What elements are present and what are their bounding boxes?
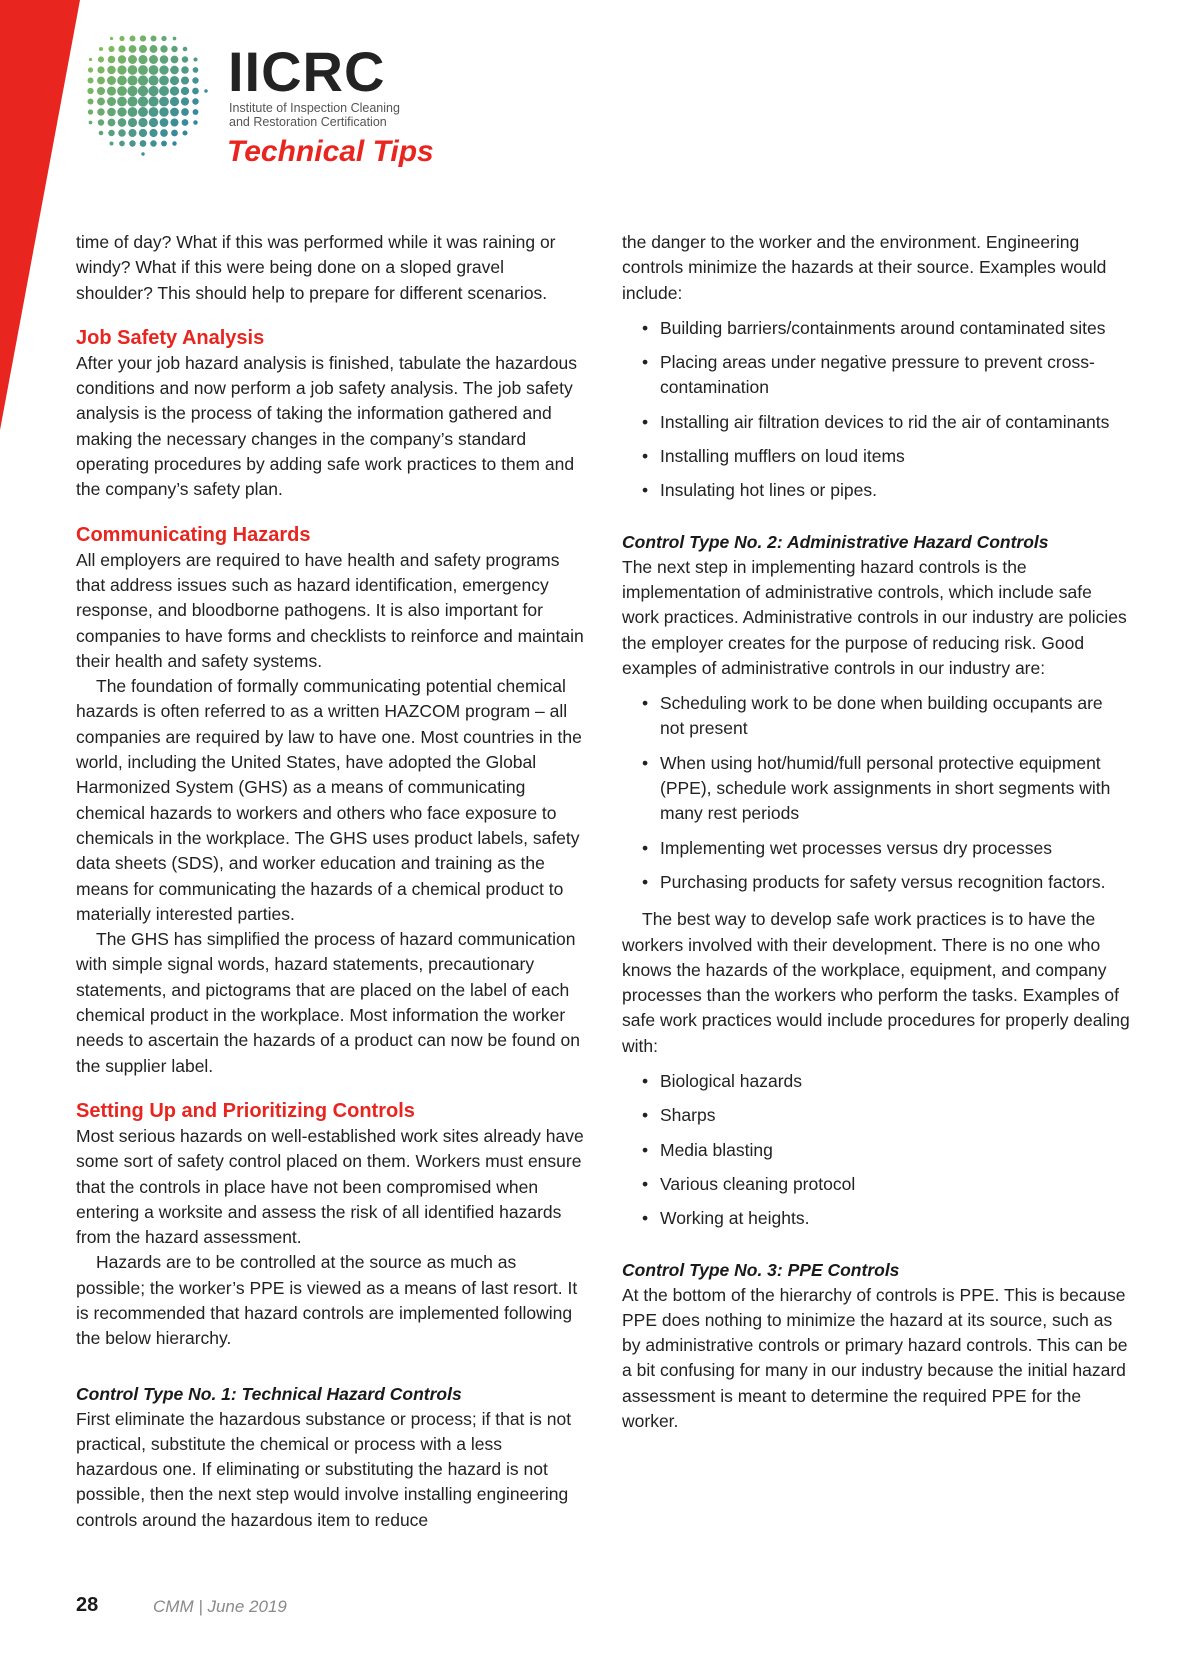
globe-dot — [161, 36, 166, 41]
globe-dot — [171, 46, 177, 52]
globe-dot — [183, 47, 188, 52]
list-item-text: Installing air filtration devices to rid the air of contaminants — [660, 411, 1110, 432]
magazine-issue: CMM | June 2019 — [153, 1597, 287, 1616]
globe-dot — [119, 36, 124, 41]
bullet-icon: • — [642, 1071, 649, 1092]
engineering-controls-list — [622, 316, 1130, 504]
right-column — [622, 230, 1130, 1434]
globe-dot — [181, 87, 189, 95]
globe-dot — [141, 152, 144, 155]
globe-dot — [128, 55, 137, 64]
globe-dot — [149, 65, 159, 75]
control-type-1-heading: Control Type No. 1: Technical Hazard Controls — [76, 1383, 462, 1404]
globe-dot — [150, 45, 158, 53]
globe-dot — [161, 141, 167, 147]
list-item — [622, 478, 1130, 503]
globe-dot — [170, 97, 179, 106]
globe-dot — [159, 76, 169, 86]
globe-dot — [138, 86, 148, 96]
bullet-icon: • — [642, 752, 649, 773]
globe-dot — [117, 65, 126, 74]
globe-dot — [89, 121, 93, 125]
list-item — [622, 751, 1130, 827]
globe-dot — [129, 140, 135, 146]
list-item-text: Installing mufflers on loud items — [660, 446, 905, 467]
control-type-3-paragraph: At the bottom of the hierarchy of controls is PPE. This is because PPE does nothing to minimize the hazard at its source, such as by administrative controls or primary hazard controls. This can be a bit confusing for many in our industry because the initial hazard assessment is meant to determine the required PPE for the worker. — [622, 1284, 1128, 1431]
globe-dot — [193, 109, 199, 115]
list-item — [622, 1172, 1130, 1197]
bullet-icon: • — [642, 446, 649, 467]
control-type-2-paragraph: The next step in implementing hazard controls is the implementation of administrative controls, which include safe work practices. Administrative controls in our industry are policies the employer creates for the purpose of reducing risk. Good examples of administrative controls in our industry are: — [622, 556, 1127, 678]
control-type-2-heading: Control Type No. 2: Administrative Hazard Controls — [622, 531, 1049, 552]
list-item-text: Sharps — [660, 1105, 716, 1126]
globe-dot — [127, 75, 137, 85]
list-item-text: Media blasting — [660, 1139, 773, 1160]
communicating-paragraph-3: The GHS has simplified the process of hazard communication with simple signal words, hazard statements, precautionary statements, and pictograms that are placed on the label of each chemical product in the workplace. Most information the worker needs to ascertain the hazards of a product can now be found on the supplier label. — [76, 929, 580, 1076]
globe-dot — [149, 129, 157, 137]
globe-dot — [87, 88, 93, 94]
globe-dot — [181, 66, 189, 74]
globe-dot — [128, 65, 138, 75]
globe-dot — [97, 66, 104, 73]
globe-dot — [170, 66, 179, 75]
bullet-icon: • — [642, 693, 649, 714]
globe-dot — [89, 58, 92, 61]
globe-dot — [138, 55, 147, 64]
globe-dot — [138, 65, 148, 75]
list-item-text: Biological hazards — [660, 1071, 803, 1092]
globe-dot — [192, 98, 198, 104]
bullet-icon: • — [642, 352, 649, 373]
administrative-controls-list — [622, 691, 1130, 895]
globe-dot — [192, 77, 198, 83]
globe-dot — [149, 118, 158, 127]
list-item — [622, 1069, 1130, 1094]
globe-dot — [159, 65, 168, 74]
globe-dot — [138, 118, 147, 127]
globe-dot — [118, 45, 125, 52]
setting-up-controls-heading: Setting Up and Prioritizing Controls — [76, 1099, 415, 1122]
globe-dot — [159, 97, 169, 107]
list-item — [622, 316, 1130, 341]
communicating-paragraph-2: The foundation of formally communicating potential chemical hazards is often referred to as a written HAZCOM program – all companies are required by law to have one. Most countries in the world, including the United States, have adopted the Global Harmonized System (GHS) as a means of communicating chemical hazards to workers and others who face exposure to chemicals in the workplace. The GHS uses product labels, safety data sheets (SDS), and worker education and training as the means for communicating the hazards of a chemical product to materially interested parties. — [76, 676, 582, 924]
globe-dot — [127, 86, 137, 96]
globe-dot — [129, 45, 137, 53]
list-item-text: Working at heights. — [660, 1208, 810, 1229]
globe-dot — [88, 67, 93, 72]
globe-dot — [107, 108, 116, 117]
globe-dot — [171, 130, 178, 137]
globe-dot — [117, 86, 127, 96]
jsa-paragraph: After your job hazard analysis is finished, tabulate the hazardous conditions and now perform a job safety analysis. The job safety analysis is the process of taking the information gathered and making the necessary changes in the company’s standard operating procedures by adding safe work practices to them and the company’s safety plan. — [76, 352, 577, 500]
globe-dot — [117, 107, 126, 116]
globe-dot — [128, 129, 136, 137]
iicrc-globe-icon — [78, 26, 210, 158]
engineering-controls-paragraph: the danger to the worker and the environment. Engineering controls minimize the hazards at their source. Examples would include: — [622, 232, 1107, 303]
communicating-paragraph-1: All employers are required to have health and safety programs that address issues such as hazard identification, emergency response, and bloodborne pathogens. It is also important for companies to have forms and checklists to reinforce and maintain their health and safety systems. — [76, 549, 584, 671]
globe-dot — [108, 46, 114, 52]
setting-up-paragraph-1: Most serious hazards on well-established work sites already have some sort of safety control placed on them. Workers must ensure that the controls in place have not been compromised when entering a worksite and assess the risk of all identified hazards from the hazard assessment. — [76, 1125, 584, 1248]
globe-dot — [117, 76, 127, 86]
globe-dot — [192, 88, 199, 95]
intro-paragraph: time of day? What if this was performed while it was raining or windy? What if this were being done on a sloped gravel shoulder? This should help to prepare for different scenarios. — [76, 232, 556, 303]
globe-dot — [159, 86, 169, 96]
bullet-icon: • — [642, 1208, 649, 1229]
list-item-text: Placing areas under negative pressure to prevent cross- contamination — [660, 352, 1095, 398]
globe-dot — [160, 129, 168, 137]
list-item — [622, 350, 1130, 401]
list-item — [622, 1138, 1130, 1163]
globe-dot — [139, 45, 147, 53]
globe-dot — [139, 129, 147, 137]
globe-dot — [118, 118, 127, 127]
globe-dot — [204, 89, 207, 92]
bullet-icon: • — [642, 480, 649, 501]
globe-dot — [98, 119, 104, 125]
globe-dot — [160, 118, 169, 127]
globe-dot — [150, 35, 156, 41]
list-item-text: Implementing wet processes versus dry processes — [660, 837, 1052, 858]
globe-dot — [117, 97, 127, 107]
page-number: 28 — [76, 1594, 99, 1616]
list-item — [622, 836, 1130, 861]
globe-dot — [119, 141, 125, 147]
globe-dot — [88, 78, 94, 84]
globe-dot — [149, 107, 159, 117]
globe-dot — [140, 35, 146, 41]
globe-dot — [171, 56, 179, 64]
safe-work-practices-list — [622, 1069, 1130, 1231]
globe-dot — [182, 56, 189, 63]
bullet-icon: • — [642, 837, 649, 858]
communicating-hazards-heading: Communicating Hazards — [76, 523, 311, 546]
globe-dot — [160, 45, 167, 52]
globe-dot — [181, 97, 189, 105]
list-item-text: Insulating hot lines or pipes. — [660, 480, 877, 501]
globe-dot — [182, 130, 187, 135]
globe-dot — [173, 37, 177, 41]
globe-dot — [138, 75, 148, 85]
list-item — [622, 691, 1130, 742]
globe-dot — [107, 66, 115, 74]
globe-dot — [170, 86, 179, 95]
globe-dot — [172, 141, 176, 145]
list-item-text: Scheduling work to be done when building occupants are not present — [660, 693, 1103, 739]
globe-dot — [87, 98, 93, 104]
globe-dot — [107, 86, 116, 95]
brand-subtitle-line2: and Restoration Certification — [229, 115, 387, 129]
bullet-icon: • — [642, 317, 649, 338]
list-item-text: Building barriers/containments around contaminated sites — [660, 317, 1106, 338]
globe-dot — [138, 107, 148, 117]
globe-dot — [107, 76, 116, 85]
list-item — [622, 444, 1130, 469]
bullet-icon: • — [642, 411, 649, 432]
bullet-icon: • — [642, 871, 649, 892]
list-item — [622, 870, 1130, 895]
globe-dot — [193, 120, 197, 124]
list-item-text: Purchasing products for safety versus recognition factors. — [660, 871, 1106, 892]
globe-dot — [97, 87, 105, 95]
globe-dot — [118, 55, 126, 63]
list-item — [622, 410, 1130, 435]
bullet-icon: • — [642, 1139, 649, 1160]
globe-dot — [97, 108, 104, 115]
section-tagline: Technical Tips — [227, 135, 434, 168]
globe-dot — [193, 57, 197, 61]
globe-dot — [193, 67, 199, 73]
jsa-heading: Job Safety Analysis — [76, 326, 265, 349]
globe-dot — [108, 119, 116, 127]
globe-dot — [171, 119, 179, 127]
bullet-icon: • — [642, 1173, 649, 1194]
globe-dot — [170, 108, 179, 117]
globe-dot — [108, 130, 115, 137]
globe-dot — [98, 56, 104, 62]
globe-dot — [107, 97, 116, 106]
control-type-1-paragraph: First eliminate the hazardous substance or process; if that is not practical, substitute the chemical or process with a less hazardous one. If eliminating or substituting the hazard is not possible, then the next step would involve installing engineering controls around the hazardous item to reduce — [76, 1408, 572, 1530]
globe-dot — [170, 76, 179, 85]
globe-dot — [127, 96, 137, 106]
globe-dot — [118, 129, 126, 137]
setting-up-paragraph-2: Hazards are to be controlled at the source as much as possible; the worker’s PPE is viewed as a means of last resort. It is recommended that hazard controls are implemented following the below hierarchy. — [76, 1252, 578, 1349]
red-accent-stripe — [0, 0, 80, 430]
globe-dot — [140, 140, 147, 147]
globe-dot — [182, 119, 189, 126]
globe-dot — [160, 55, 169, 64]
globe-dot — [109, 141, 113, 145]
globe-dot — [148, 86, 158, 96]
safe-work-practices-paragraph: The best way to develop safe work practices is to have the workers involved with their development. There is no one who knows the hazards of the workplace, equipment, and company processes than the workers who perform the tasks. Examples of safe work practices would include procedures for properly dealing with: — [622, 909, 1130, 1056]
globe-dot — [148, 75, 158, 85]
list-item-text: Various cleaning protocol — [660, 1173, 856, 1194]
bullet-icon: • — [642, 1105, 649, 1126]
globe-dot — [99, 47, 103, 51]
globe-dot — [181, 108, 189, 116]
globe-dot — [128, 118, 137, 127]
globe-dot — [110, 37, 113, 40]
brand-subtitle — [229, 101, 459, 129]
globe-dot — [108, 56, 116, 64]
globe-dot — [149, 55, 158, 64]
list-item-text: When using hot/humid/full personal protective equipment (PPE), schedule work assignments in short segments with many rest periods — [660, 752, 1111, 824]
globe-dot — [88, 109, 93, 114]
globe-dot — [138, 96, 148, 106]
red-stripe-shape — [0, 0, 80, 430]
brand-subtitle-line1: Institute of Inspection Cleaning — [229, 101, 400, 115]
list-item — [622, 1206, 1130, 1231]
globe-dot — [130, 36, 136, 42]
globe-dot — [97, 77, 105, 85]
list-item — [622, 1103, 1130, 1128]
globe-dot — [181, 76, 189, 84]
globe-dot — [97, 98, 105, 106]
globe-dot — [99, 131, 104, 136]
globe-dot — [128, 107, 138, 117]
brand-name: IICRC — [228, 40, 386, 103]
globe-dot — [159, 107, 168, 116]
globe-dot — [148, 96, 158, 106]
control-type-3-heading: Control Type No. 3: PPE Controls — [622, 1259, 900, 1280]
left-column — [76, 230, 584, 1533]
globe-dot — [150, 140, 156, 146]
